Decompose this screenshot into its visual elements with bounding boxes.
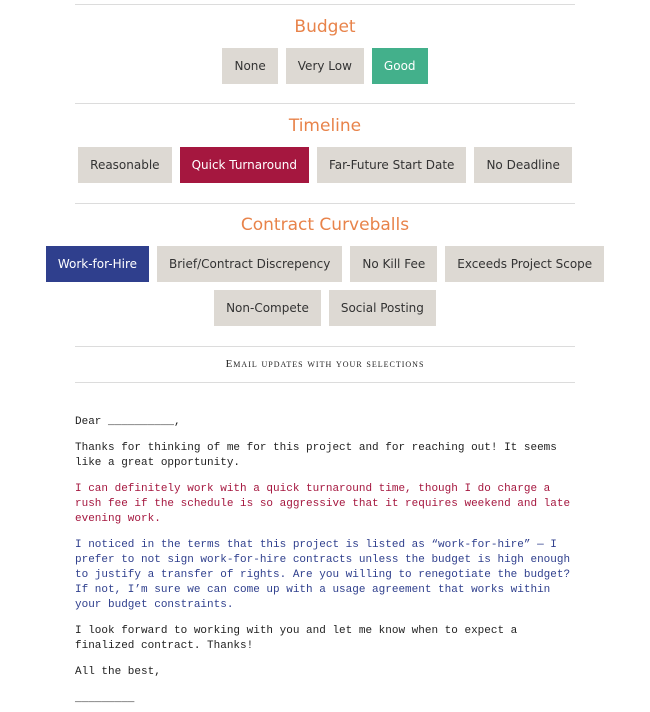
timeline-option-no-deadline[interactable]: No Deadline (474, 147, 571, 183)
budget-heading: Budget (294, 17, 356, 37)
timeline-option-far-future-start-date[interactable]: Far-Future Start Date (317, 147, 467, 183)
contract-option-non-compete[interactable]: Non-Compete (214, 290, 321, 326)
budget-options (0, 48, 650, 84)
letter-closing-paragraph: I look forward to working with you and let me know when to expect a finalized contract. Thanks! (75, 625, 518, 652)
divider-budget (75, 103, 575, 104)
letter-signature-line: _________ (75, 693, 135, 705)
divider-timeline (75, 203, 575, 204)
divider-email (75, 382, 575, 383)
contract-option-no-kill-fee[interactable]: No Kill Fee (350, 246, 437, 282)
contract-option-social-posting[interactable]: Social Posting (329, 290, 436, 326)
letter-intro: Thanks for thinking of me for this project and for reaching out! It seems like a great opportunity. (75, 442, 557, 469)
email-updates-link[interactable]: Email updates with your selections (225, 358, 425, 370)
timeline-option-quick-turnaround[interactable]: Quick Turnaround (180, 147, 309, 183)
timeline-heading: Timeline (288, 116, 362, 136)
letter-greeting: Dear __________, (75, 416, 181, 428)
budget-option-very-low[interactable]: Very Low (286, 48, 364, 84)
divider-contract (75, 346, 575, 347)
letter-signoff: All the best, (75, 666, 161, 678)
divider-top (75, 4, 575, 5)
budget-option-good[interactable]: Good (372, 48, 428, 84)
contract-options-row-1 (0, 246, 650, 282)
contract-option-brief-contract-discrepency[interactable]: Brief/Contract Discrepency (157, 246, 342, 282)
timeline-options (0, 147, 650, 183)
letter-timeline-paragraph: I can definitely work with a quick turnaround time, though I do charge a rush fee if the schedule is so aggressive that it requires weekend and late evening work. (75, 483, 571, 525)
contract-options-row-2 (0, 290, 650, 326)
timeline-option-reasonable[interactable]: Reasonable (78, 147, 171, 183)
contract-option-work-for-hire[interactable]: Work-for-Hire (46, 246, 149, 282)
budget-option-none[interactable]: None (222, 48, 277, 84)
contract-option-exceeds-project-scope[interactable]: Exceeds Project Scope (445, 246, 604, 282)
contract-heading: Contract Curveballs (240, 215, 410, 235)
letter-contract-paragraph: I noticed in the terms that this project is listed as “work-for-hire” — I prefer to not sign work-for-hire contracts unless the budget is high enough to justify a transfer of rights. Are you willing to renegotiate the budget? If not, I’m sure we can come up with a usage agreement that works within your budget constraints. (75, 539, 571, 611)
